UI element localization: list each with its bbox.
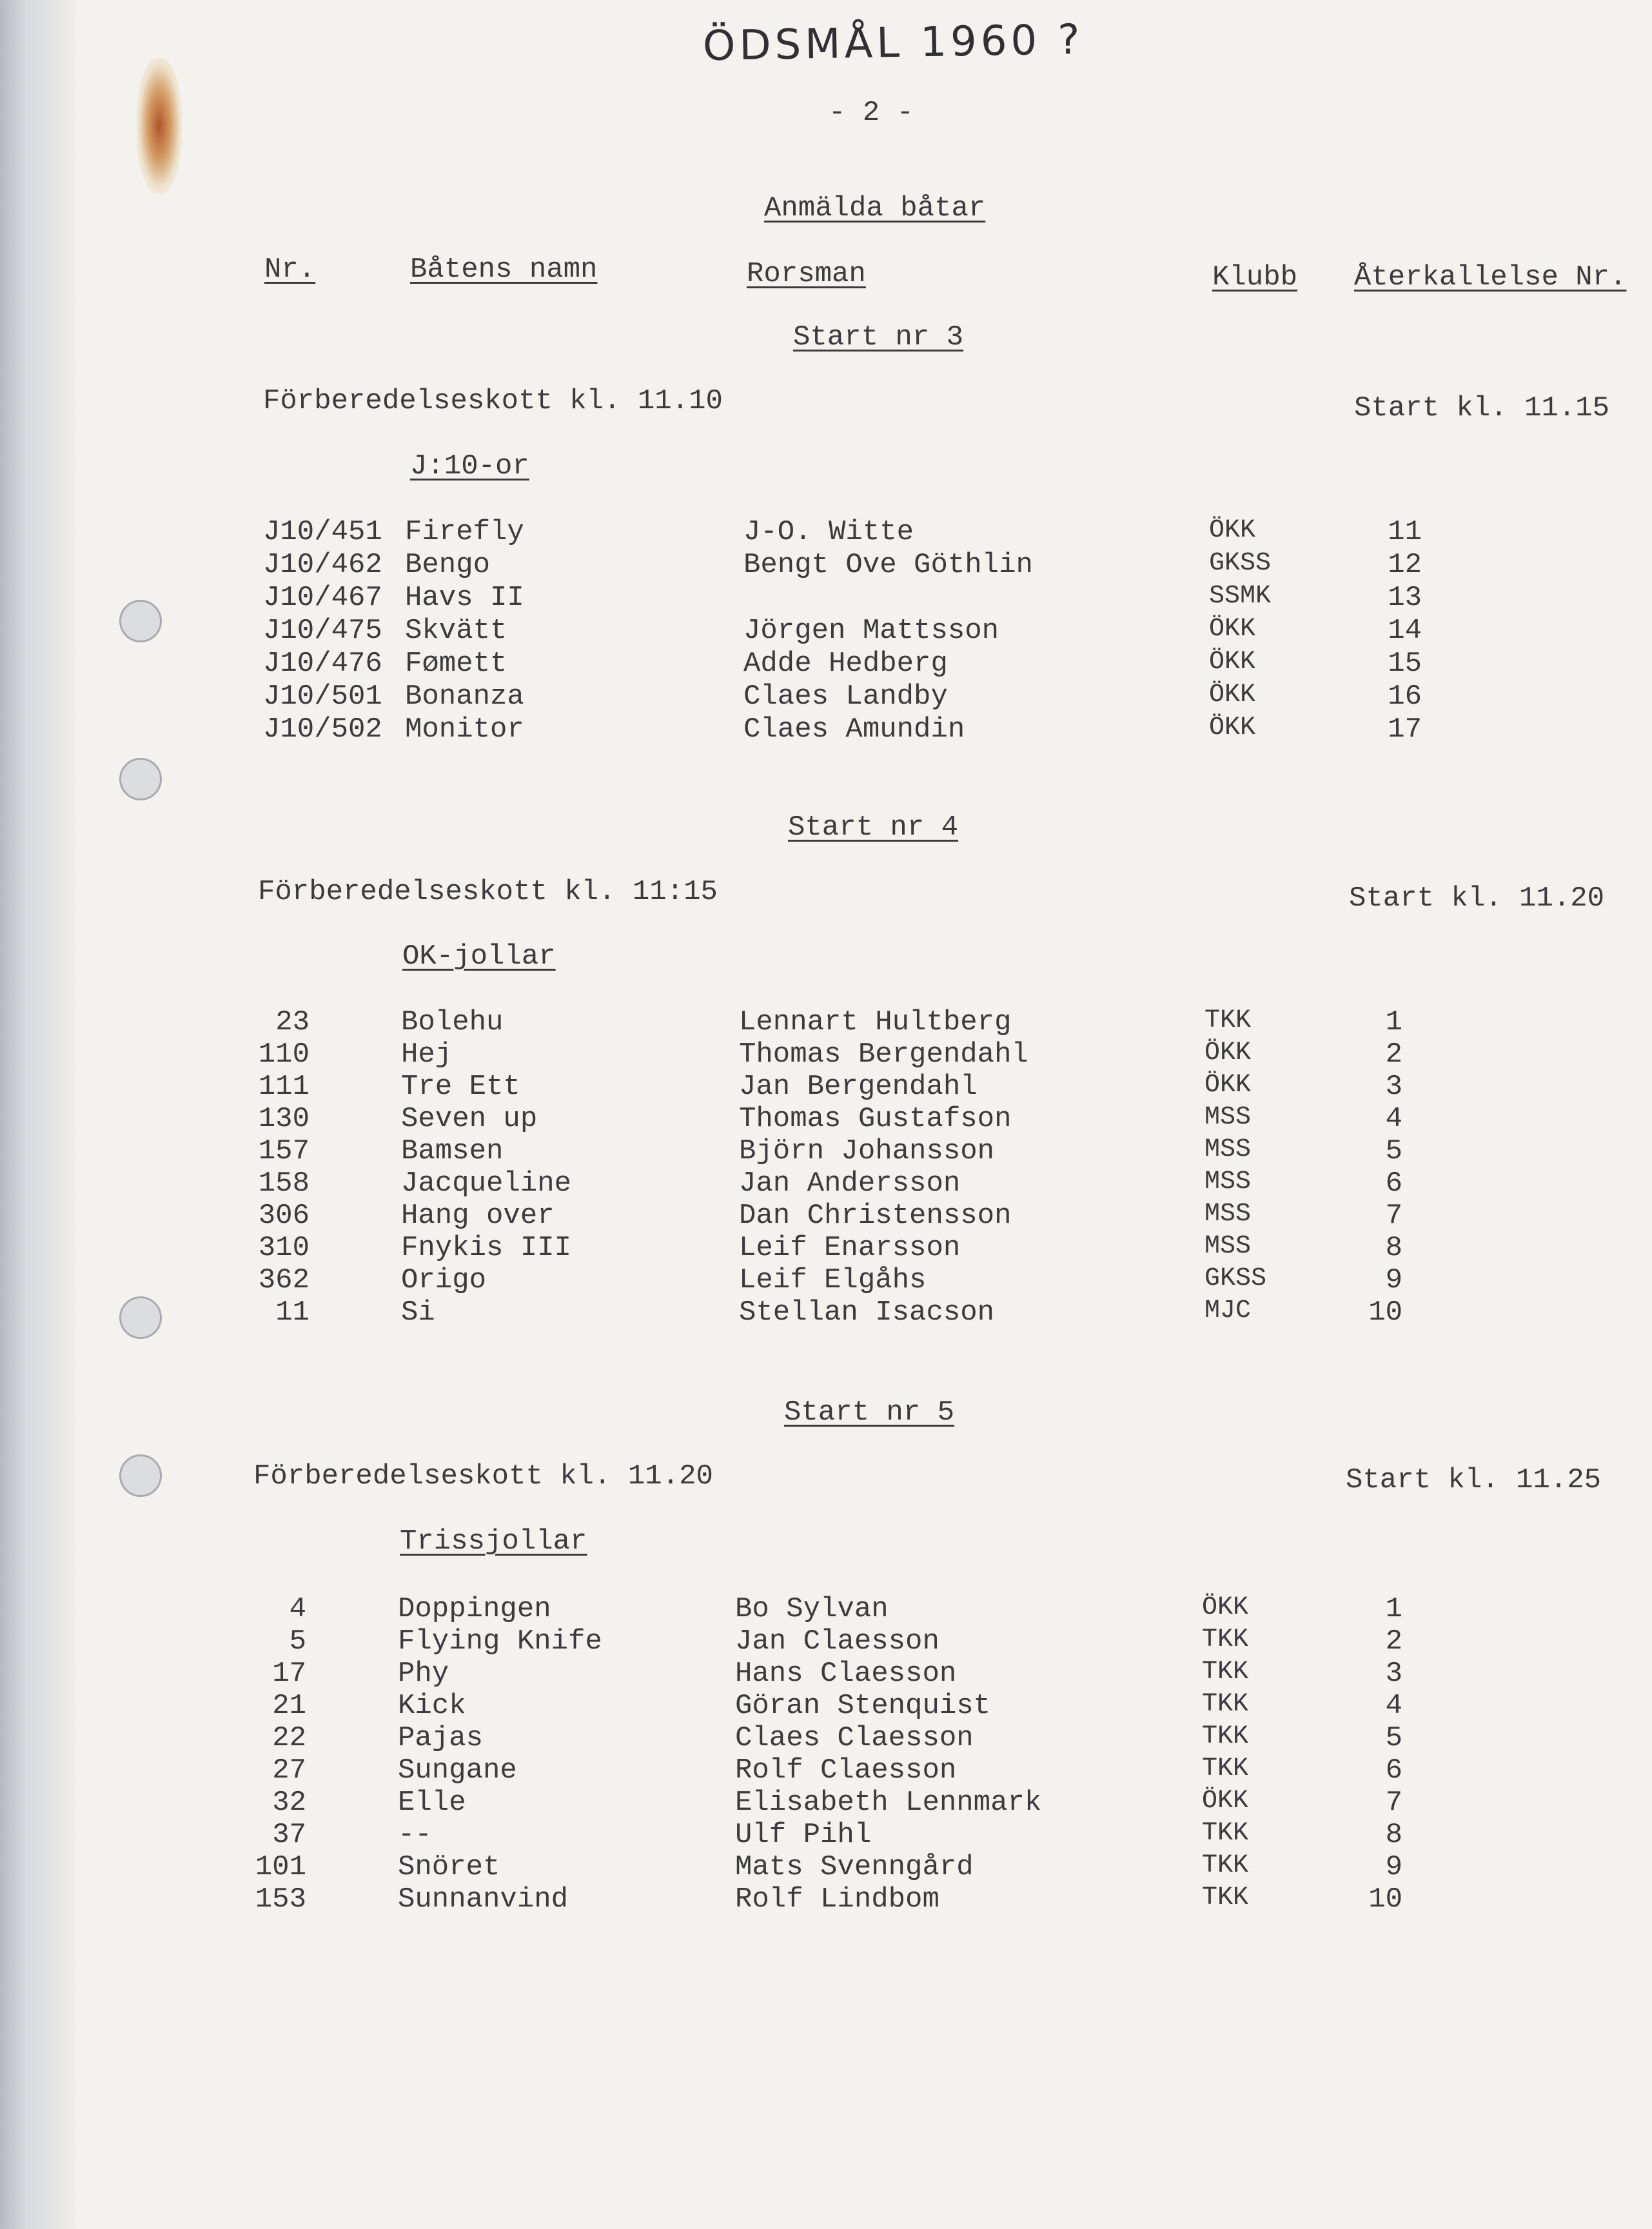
col-header-club: Klubb (1212, 261, 1298, 293)
boat-name: Jacqueline (401, 1167, 572, 1200)
table-row (0, 1851, 1652, 1883)
recall-number: 1 (1385, 1006, 1402, 1038)
club-code: ÖKK (1202, 1593, 1249, 1622)
start-time: Start kl. 11.15 (1354, 392, 1610, 424)
boat-name: Tre Ett (401, 1071, 520, 1103)
boat-name: Bengo (405, 549, 491, 581)
sail-number: J10/476 (263, 648, 382, 680)
prep-signal-time: Förberedelseskott kl. 11:15 (258, 876, 718, 908)
table-row (0, 1754, 1652, 1787)
sail-number: 22 (272, 1722, 306, 1754)
boat-class: OK-jollar (402, 940, 556, 973)
sail-number: J10/451 (263, 516, 382, 548)
club-code: MSS (1205, 1103, 1252, 1132)
club-code: TKK (1202, 1658, 1249, 1687)
col-header-recall: Återkallelse Nr. (1354, 261, 1627, 293)
table-row (0, 1200, 1652, 1232)
boat-name: Kick (398, 1690, 466, 1722)
club-code: TKK (1202, 1883, 1249, 1912)
club-code: MSS (1205, 1232, 1252, 1261)
club-code: ÖKK (1202, 1787, 1249, 1816)
helmsman-name: Bengt Ove Göthlin (743, 549, 1033, 581)
sail-number: 37 (272, 1819, 306, 1851)
table-row (0, 1883, 1652, 1916)
helmsman-name: Thomas Bergendahl (739, 1038, 1028, 1071)
table-row (0, 1819, 1652, 1851)
boat-name: Fømett (405, 648, 507, 680)
recall-number: 17 (1388, 713, 1422, 746)
boat-name: Sungane (398, 1754, 517, 1787)
start-label: Start nr 4 (788, 811, 959, 844)
club-code: ÖKK (1209, 648, 1256, 677)
sail-number: 130 (258, 1103, 310, 1135)
boat-name: Seven up (401, 1103, 538, 1135)
club-code: TKK (1202, 1851, 1249, 1880)
recall-number: 7 (1385, 1787, 1402, 1819)
sail-number: 110 (258, 1038, 310, 1071)
helmsman-name: Claes Amundin (743, 713, 965, 746)
boat-name: Snöret (398, 1851, 500, 1883)
recall-number: 8 (1385, 1819, 1402, 1851)
sail-number: 5 (289, 1625, 306, 1658)
punch-hole (119, 758, 162, 800)
prep-signal-time: Förberedelseskott kl. 11.20 (253, 1460, 713, 1492)
recall-number: 6 (1385, 1167, 1402, 1200)
club-code: GKSS (1209, 549, 1272, 578)
sail-number: J10/501 (263, 680, 382, 713)
boat-name: Elle (398, 1787, 466, 1819)
recall-number: 13 (1388, 582, 1422, 614)
boat-name: Sunnanvind (398, 1883, 569, 1916)
table-row (0, 1103, 1652, 1135)
start-label: Start nr 3 (793, 321, 964, 353)
recall-number: 9 (1385, 1264, 1402, 1296)
club-code: TKK (1202, 1754, 1249, 1783)
club-code: ÖKK (1205, 1071, 1252, 1100)
table-row (0, 1658, 1652, 1690)
helmsman-name: Jan Bergendahl (739, 1071, 978, 1103)
helmsman-name: Leif Elgåhs (739, 1264, 927, 1296)
club-code: SSMK (1209, 582, 1272, 611)
helmsman-name: Adde Hedberg (743, 648, 948, 680)
recall-number: 15 (1388, 648, 1422, 680)
club-code: ÖKK (1209, 680, 1256, 709)
boat-name: Hej (401, 1038, 453, 1071)
recall-number: 10 (1368, 1883, 1402, 1916)
table-row (0, 549, 1652, 581)
recall-number: 5 (1385, 1135, 1402, 1167)
club-code: ÖKK (1209, 516, 1256, 545)
sail-number: 17 (272, 1658, 306, 1690)
helmsman-name: Dan Christensson (739, 1200, 1012, 1232)
club-code: TKK (1202, 1722, 1249, 1751)
recall-number: 2 (1385, 1038, 1402, 1071)
sail-number: 4 (289, 1593, 306, 1625)
table-row (0, 1787, 1652, 1819)
club-code: GKSS (1205, 1264, 1267, 1293)
punch-hole (119, 1454, 162, 1497)
boat-name: Havs II (405, 582, 524, 614)
recall-number: 3 (1385, 1658, 1402, 1690)
recall-number: 9 (1385, 1851, 1402, 1883)
handwritten-title: ÖDSMÅL 1960 ? (702, 15, 1085, 71)
helmsman-name: Jan Andersson (739, 1167, 961, 1200)
helmsman-name: Rolf Lindbom (735, 1883, 939, 1916)
table-row (0, 1722, 1652, 1754)
table-row (0, 1232, 1652, 1264)
club-code: MSS (1205, 1167, 1252, 1196)
page-heading: Anmälda båtar (764, 192, 986, 224)
page-number: - 2 - (829, 97, 914, 129)
table-row (0, 516, 1652, 548)
helmsman-name: Rolf Claesson (735, 1754, 957, 1787)
recall-number: 4 (1385, 1690, 1402, 1722)
sail-number: J10/475 (263, 615, 382, 647)
sail-number: J10/462 (263, 549, 382, 581)
recall-number: 16 (1388, 680, 1422, 713)
col-header-boat: Båtens namn (410, 253, 598, 286)
recall-number: 3 (1385, 1071, 1402, 1103)
helmsman-name: J-O. Witte (743, 516, 914, 548)
table-row (0, 1296, 1652, 1329)
helmsman-name: Jan Claesson (735, 1625, 939, 1658)
table-row (0, 1135, 1652, 1167)
table-row (0, 713, 1652, 746)
col-header-nr: Nr. (264, 253, 316, 286)
club-code: ÖKK (1209, 713, 1256, 742)
helmsman-name: Claes Claesson (735, 1722, 974, 1754)
club-code: TKK (1202, 1625, 1249, 1654)
rust-stain (137, 58, 182, 193)
helmsman-name: Elisabeth Lennmark (735, 1787, 1042, 1819)
recall-number: 6 (1385, 1754, 1402, 1787)
sail-number: 306 (258, 1200, 310, 1232)
boat-name: Doppingen (398, 1593, 551, 1625)
boat-name: Phy (398, 1658, 449, 1690)
sail-number: 32 (272, 1787, 306, 1819)
sail-number: 153 (255, 1883, 306, 1916)
table-row (0, 1625, 1652, 1658)
club-code: MSS (1205, 1200, 1252, 1229)
recall-number: 10 (1368, 1296, 1402, 1329)
start-time: Start kl. 11.25 (1346, 1464, 1602, 1496)
boat-name: -- (398, 1819, 432, 1851)
helmsman-name: Stellan Isacson (739, 1296, 995, 1329)
sail-number: 11 (275, 1296, 310, 1329)
club-code: MJC (1205, 1296, 1252, 1325)
boat-name: Si (401, 1296, 435, 1329)
sail-number: 310 (258, 1232, 310, 1264)
club-code: TKK (1205, 1006, 1252, 1035)
table-row (0, 1264, 1652, 1296)
table-row (0, 615, 1652, 647)
recall-number: 4 (1385, 1103, 1402, 1135)
helmsman-name: Ulf Pihl (735, 1819, 872, 1851)
helmsman-name: Leif Enarsson (739, 1232, 961, 1264)
helmsman-name: Lennart Hultberg (739, 1006, 1012, 1038)
boat-name: Firefly (405, 516, 524, 548)
table-row (0, 1593, 1652, 1625)
boat-name: Flying Knife (398, 1625, 602, 1658)
sail-number: 158 (258, 1167, 310, 1200)
helmsman-name: Jörgen Mattsson (743, 615, 999, 647)
recall-number: 1 (1385, 1593, 1402, 1625)
helmsman-name: Björn Johansson (739, 1135, 995, 1167)
sail-number: J10/502 (263, 713, 382, 746)
table-row (0, 582, 1652, 614)
boat-name: Monitor (405, 713, 524, 746)
helmsman-name: Bo Sylvan (735, 1593, 889, 1625)
club-code: TKK (1202, 1690, 1249, 1719)
recall-number: 7 (1385, 1200, 1402, 1232)
helmsman-name: Thomas Gustafson (739, 1103, 1012, 1135)
boat-name: Pajas (398, 1722, 484, 1754)
boat-name: Fnykis III (401, 1232, 572, 1264)
boat-name: Bamsen (401, 1135, 504, 1167)
sail-number: 362 (258, 1264, 310, 1296)
boat-name: Hang over (401, 1200, 555, 1232)
recall-number: 12 (1388, 549, 1422, 581)
sail-number: 21 (272, 1690, 306, 1722)
table-row (0, 1071, 1652, 1103)
recall-number: 14 (1388, 615, 1422, 647)
helmsman-name: Mats Svenngård (735, 1851, 974, 1883)
recall-number: 5 (1385, 1722, 1402, 1754)
start-time: Start kl. 11.20 (1349, 882, 1605, 915)
prep-signal-time: Förberedelseskott kl. 11.10 (263, 385, 723, 417)
boat-class: Trissjollar (400, 1525, 587, 1558)
club-code: ÖKK (1209, 615, 1256, 644)
club-code: MSS (1205, 1135, 1252, 1164)
table-row (0, 680, 1652, 713)
recall-number: 8 (1385, 1232, 1402, 1264)
recall-number: 2 (1385, 1625, 1402, 1658)
sail-number: 157 (258, 1135, 310, 1167)
boat-name: Bonanza (405, 680, 524, 713)
sail-number: 27 (272, 1754, 306, 1787)
table-row (0, 648, 1652, 680)
helmsman-name: Hans Claesson (735, 1658, 957, 1690)
sail-number: 23 (275, 1006, 310, 1038)
helmsman-name: Claes Landby (743, 680, 948, 713)
col-header-helmsman: Rorsman (747, 258, 866, 290)
helmsman-name: Göran Stenquist (735, 1690, 991, 1722)
table-row (0, 1167, 1652, 1200)
table-row (0, 1690, 1652, 1722)
boat-name: Bolehu (401, 1006, 504, 1038)
club-code: TKK (1202, 1819, 1249, 1848)
table-row (0, 1006, 1652, 1038)
club-code: ÖKK (1205, 1038, 1252, 1067)
boat-name: Origo (401, 1264, 487, 1296)
table-row (0, 1038, 1652, 1071)
sail-number: 111 (258, 1071, 310, 1103)
sail-number: J10/467 (263, 582, 382, 614)
start-label: Start nr 5 (784, 1396, 955, 1429)
boat-name: Skvätt (405, 615, 507, 647)
recall-number: 11 (1388, 516, 1422, 548)
boat-class: J:10-or (410, 450, 529, 482)
sail-number: 101 (255, 1851, 306, 1883)
